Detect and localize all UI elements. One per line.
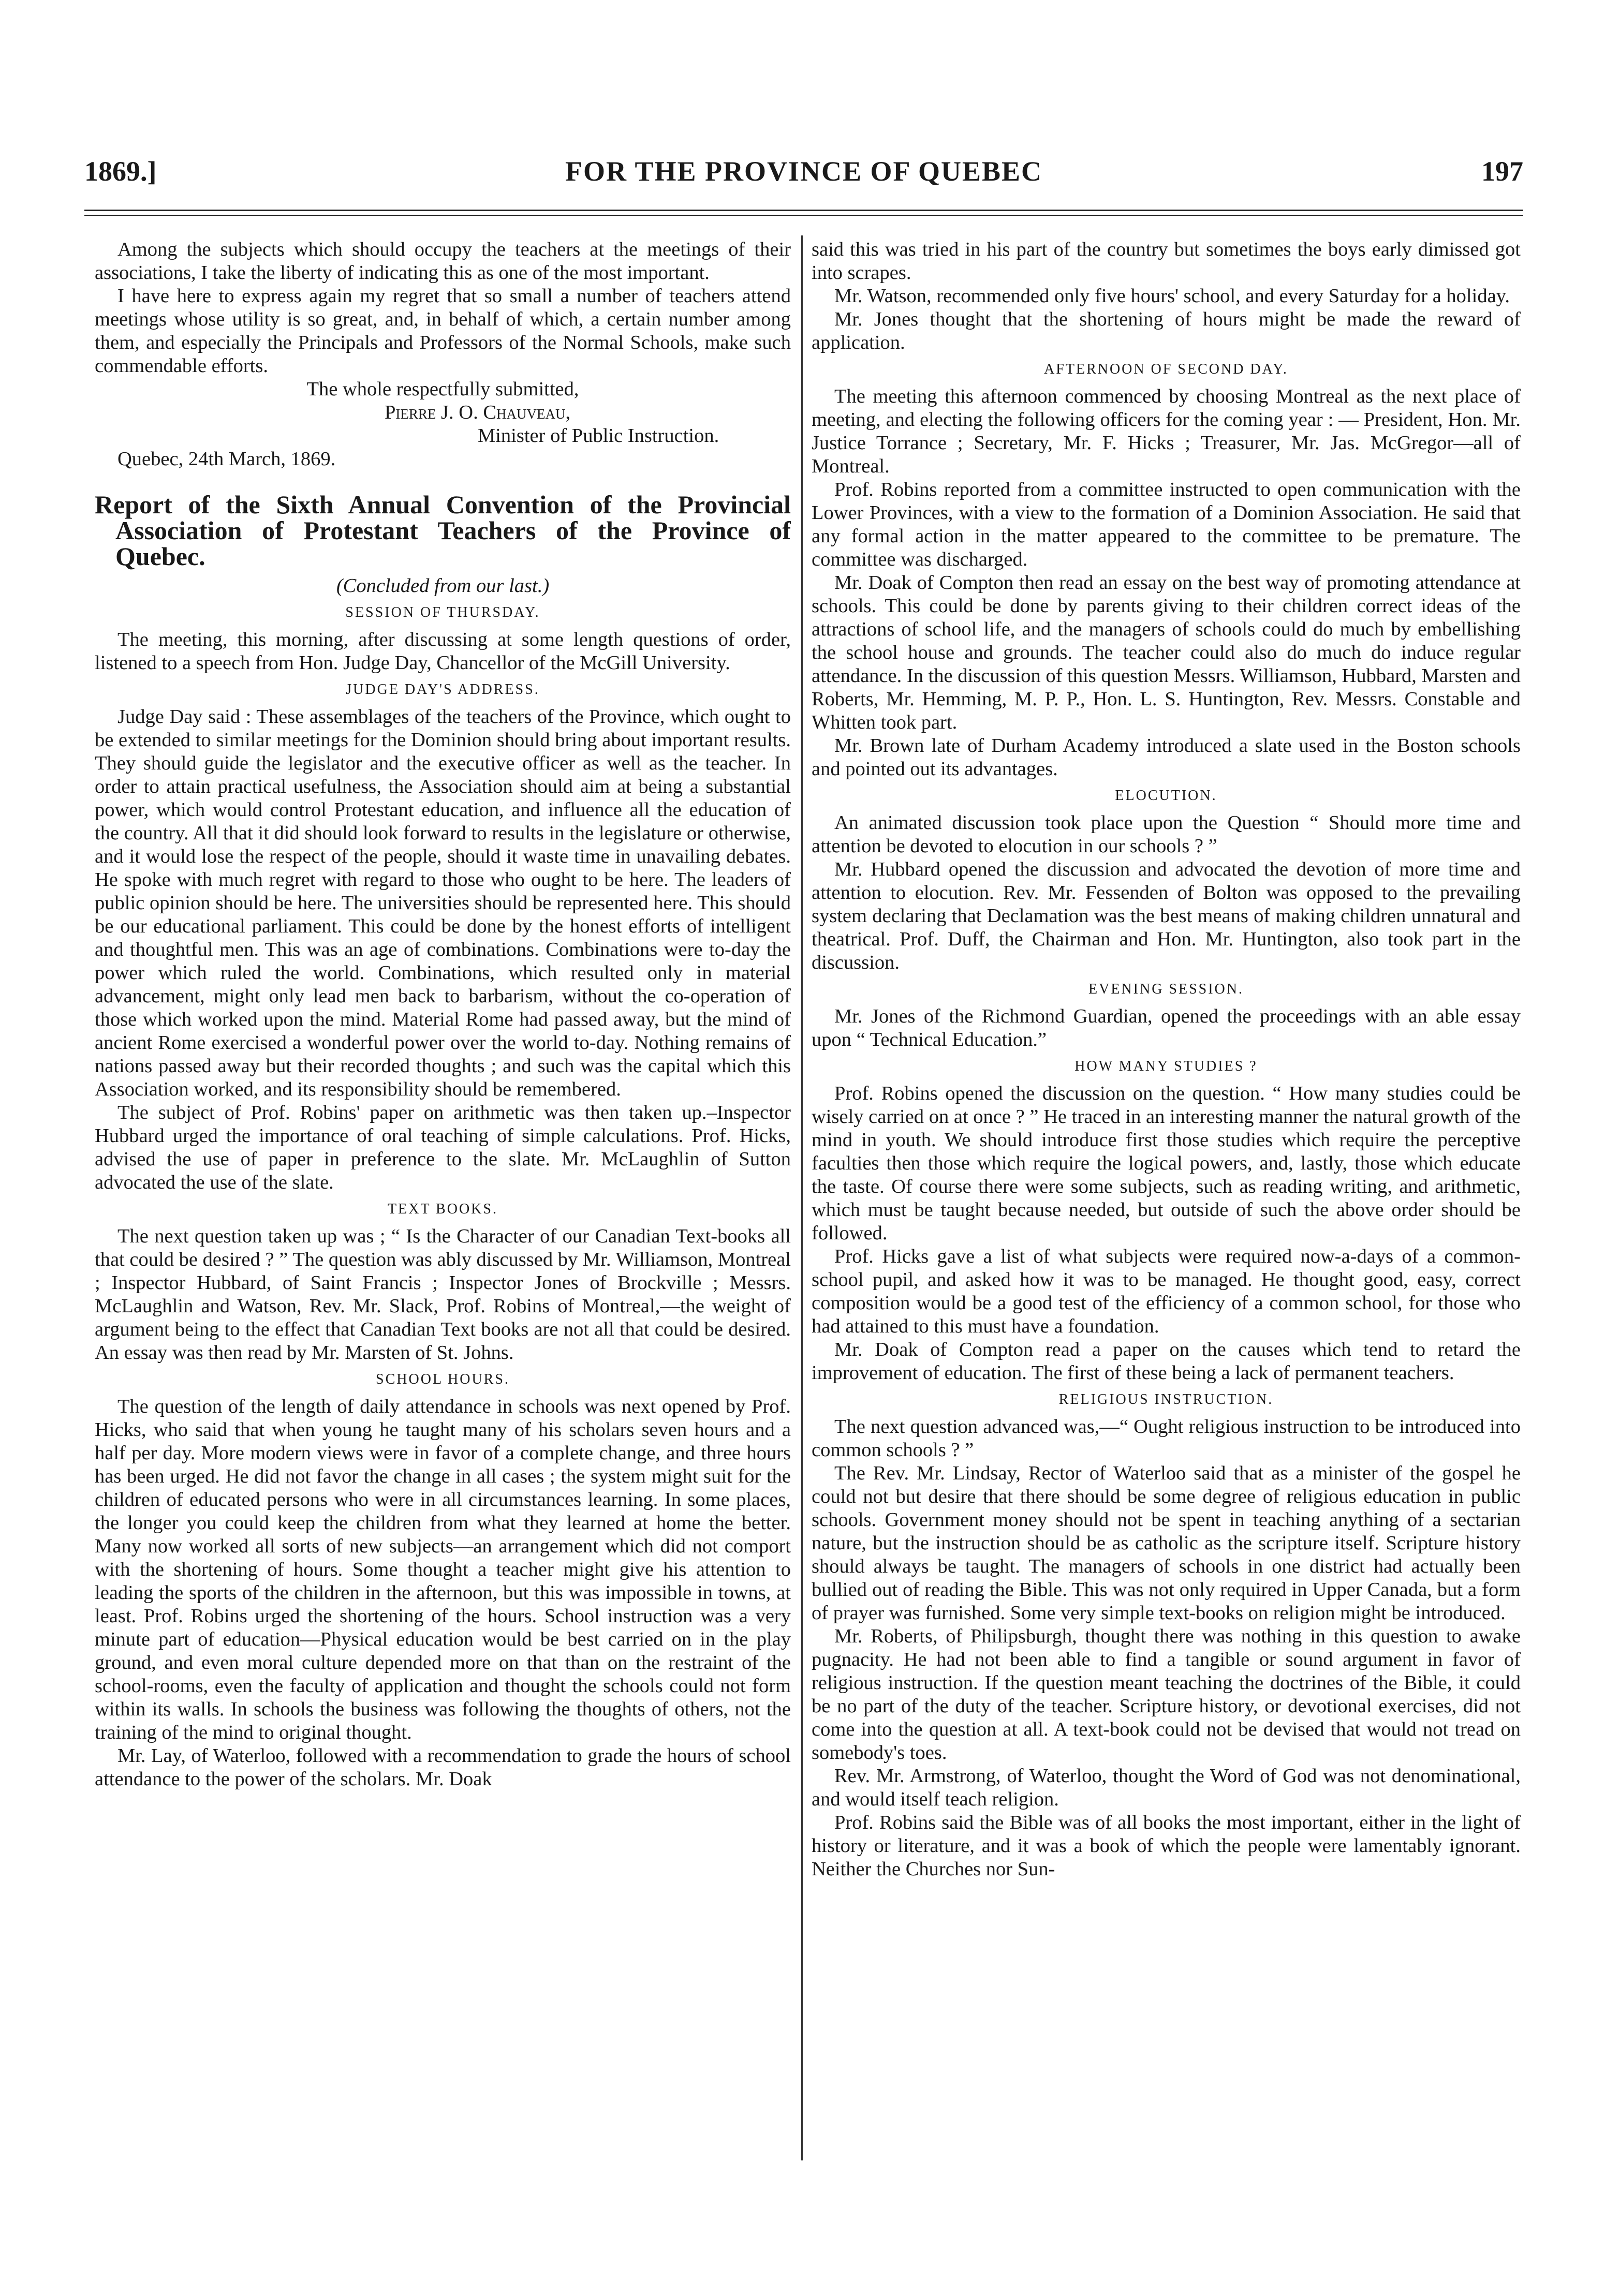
dateline: Quebec, 24th March, 1869.: [117, 448, 336, 470]
paragraph: Prof. Robins said the Bible was of all books the most important, either in the light of history or literature, and it was a book of which the people were lamentably ignorant. Neither the Churches nor Sun-: [812, 1812, 1521, 1880]
header-rule-top: [84, 210, 1523, 211]
paragraph: Among the subjects which should occupy the teachers at the meetings of their associations, I take the liberty of indicating this as one of the most important.: [95, 239, 791, 284]
running-header: [84, 155, 1523, 197]
paragraph: The Rev. Mr. Lindsay, Rector of Waterloo said that as a minister of the gospel he could not but desire that there should be some degree of religious education in public schools. Government money should not be spent in teaching anything of a sectarian nature, but the instruction should be as catholic as the scripture itself. Scripture history should always be taught. The managers of schools in one district had actually been bullied out of reading the Bible. This was not only required in Upper Canada, but a form of prayer was furnished. Some very simple text-books on religion might be introduced.: [812, 1462, 1521, 1624]
section-heading: AFTERNOON OF SECOND DAY.: [1044, 361, 1288, 377]
section-heading: JUDGE DAY'S ADDRESS.: [346, 682, 540, 698]
right-column: [812, 238, 1521, 2153]
column-divider: [801, 235, 803, 2160]
paragraph: The meeting, this morning, after discussing at some length questions of order, listened to a speech from Hon. Judge Day, Chancellor of the McGill University.: [95, 629, 791, 674]
paragraph: Mr. Jones of the Richmond Guardian, opened the proceedings with an able essay upon “ Technical Education.”: [812, 1005, 1521, 1050]
paragraph: Rev. Mr. Armstrong, of Waterloo, thought the Word of God was not denominational, and would itself teach religion.: [812, 1765, 1521, 1810]
left-column: [95, 238, 791, 2153]
report-title: Report of the Sixth Annual Convention of the Provincial Association of Protestant Teachers of the Province of Quebec.: [95, 490, 791, 571]
paragraph: said this was tried in his part of the country but sometimes the boys early dimissed got into scrapes.: [812, 239, 1521, 284]
paragraph: The next question advanced was,—“ Ought religious instruction to be introduced into common schools ? ”: [812, 1416, 1521, 1461]
paragraph: The next question taken up was ; “ Is the Character of our Canadian Text-books all that could be desired ? ” The question was ably discussed by Mr. Williamson, Montreal ; Inspector Hubbard, of Saint Francis ; Inspector Jones of Brockville ; Messrs. McLaughlin and Watson, Rev. Mr. Slack, Prof. Robins of Montreal,—the weight of argument being to the effect that Canadian Text books are not all that could be desired. An essay was then read by Mr. Marsten of St. Johns.: [95, 1225, 791, 1364]
paragraph: Mr. Doak of Compton read a paper on the causes which tend to retard the improvement of education. The first of these being a lack of permanent teachers.: [812, 1339, 1521, 1384]
section-heading: ELOCUTION.: [1115, 788, 1217, 804]
paragraph: Mr. Brown late of Durham Academy introduced a slate used in the Boston schools and pointed out its advantages.: [812, 735, 1521, 780]
header-year: 1869.]: [84, 156, 157, 187]
header-rule-bottom: [84, 215, 1523, 216]
paragraph: Mr. Lay, of Waterloo, followed with a recommendation to grade the hours of school attendance to the power of the scholars. Mr. Doak: [95, 1745, 791, 1790]
paragraph: Judge Day said : These assemblages of the teachers of the Province, which ought to be extended to similar meetings for the Dominion should bring about important results. They should guide the legislator and the executive officer as well as the teacher. In order to attain practical usefulness, the Association should aim at being a substantial power, which would control Protestant education, and influence all the education of the country. All that it did should look forward to results in the legislature or otherwise, and it would lose the respect of the people, should it waste time in unavailing debates. He spoke with much regret with regard to those who ought to be here. The leaders of public opinion should be here. The universities should be represented here. This should be our educational parliament. This could be done by the honest efforts of intelligent and thoughtful men. This was an age of combinations. Combinations were to-day the power which ruled the world. Combinations, which resulted only in material advancement, might only lead men back to barbarism, without the co-operation of those which worked upon the mind. Material Rome had passed away, but the mind of ancient Rome exercised a wonderful power over the world to-day. Nothing remains of nations passed away but their recorded thoughts ; and such was the capital which this Association worked, and its responsibility should be remembered.: [95, 706, 791, 1100]
paragraph: The subject of Prof. Robins' paper on arithmetic was then taken up.–Inspector Hubbard urged the importance of oral teaching of simple calculations. Prof. Hicks, advised the use of paper in preference to the slate. Mr. McLaughlin of Sutton advocated the use of the slate.: [95, 1102, 791, 1193]
paragraph: Prof. Robins opened the discussion on the question. “ How many studies could be wisely carried on at once ? ” He traced in an interesting manner the natural growth of the mind in youth. We should introduce first those studies which require the perceptive faculties then those which require the logical powers, and, lastly, those which educate the taste. Of course there were some subjects, such as reading writing, and arithmetic, which must be taught because needed, but outside of such the above order should be followed.: [812, 1083, 1521, 1244]
paragraph: Mr. Jones thought that the shortening of hours might be made the reward of application.: [812, 308, 1521, 353]
page-number: 197: [1481, 156, 1523, 187]
paragraph: Prof. Robins reported from a committee instructed to open communication with the Lower Provinces, with a view to the formation of a Dominion Association. He said that any formal action in the matter appeared to the committee to be premature. The committee was discharged.: [812, 479, 1521, 570]
signature-title: Minister of Public Instruction.: [478, 425, 719, 447]
section-heading: SESSION OF THURSDAY.: [345, 604, 540, 620]
section-heading: RELIGIOUS INSTRUCTION.: [1058, 1391, 1274, 1408]
paragraph: Mr. Doak of Compton then read an essay on the best way of promoting attendance at schools. This could be done by parents giving to their children correct ideas of the attractions of school life, and the managers of schools could do much by embellishing the school house and grounds. The teacher could also do much do induce regular attendance. In the discussion of this question Messrs. Williamson, Hubbard, Marsten and Roberts, Mr. Hemming, M. P. P., Hon. L. S. Huntington, Rev. Messrs. Constable and Whitten took part.: [812, 572, 1521, 733]
paragraph: Mr. Watson, recommended only five hours' school, and every Saturday for a holiday.: [834, 285, 1510, 307]
concluded-note: (Concluded from our last.): [336, 575, 550, 597]
section-heading: EVENING SESSION.: [1088, 981, 1244, 997]
paragraph: An animated discussion took place upon the Question “ Should more time and attention be devoted to elocution in our schools ? ”: [812, 812, 1521, 857]
section-heading: SCHOOL HOURS.: [376, 1371, 510, 1387]
section-heading: TEXT BOOKS.: [388, 1201, 498, 1217]
header-title: FOR THE PROVINCE OF QUEBEC: [565, 156, 1043, 187]
paragraph: I have here to express again my regret that so small a number of teachers attend meetings whose utility is so great, and, in behalf of which, a certain number among them, and especially the Principals and Professors of the Normal Schools, make such commendable efforts.: [95, 285, 791, 377]
paragraph: Prof. Hicks gave a list of what subjects were required now-a-days of a common-school pupil, and asked how it was to be managed. He thought good, easy, correct composition would be a good test of the efficiency of a common school, for those who had attained to this must have a foundation.: [812, 1246, 1521, 1337]
paragraph: Mr. Roberts, of Philipsburgh, thought there was nothing in this question to awake pugnacity. He had not been able to find a tangible or sound argument in favor of religious instruction. If the question meant teaching the doctrines of the Bible, it could be no part of the duty of the teacher. Scripture history, or devotional exercises, did not come into the question at all. A text-book could not be devised that would not tread on somebody's toes.: [812, 1625, 1521, 1764]
paragraph: The question of the length of daily attendance in schools was next opened by Prof. Hicks, who said that when young he taught many of his scholars seven hours and a half per day. More modern views were in favor of a complete change, and three hours has been urged. He did not favor the change in all cases ; the system might suit for the children of educated persons who were in all circumstances learning. In some places, the longer you could keep the children from what they learned at home the better. Many now worked all sorts of new subjects—an arrangement which did not comport with the shortening of hours. Some thought a teacher might give his attention to leading the sports of the children in the afternoon, but this was impossible in towns, at least. Prof. Robins urged the shortening of the hours. School instruction was a very minute part of education—Physical education would be best carried on in the play ground, and even moral culture depended more on that than on the restraint of the school-rooms, even the faculty of application and thought the schools could not form within its walls. In schools the business was following the thoughts of others, not the training of the mind to original thought.: [95, 1396, 791, 1743]
signature-name: Pierre J. O. Chauveau,: [385, 402, 571, 423]
paragraph: Mr. Hubbard opened the discussion and advocated the devotion of more time and attention to elocution. Rev. Mr. Fessenden of Bolton was opposed to the prevailing system declaring that Declamation was the best means of making children unnatural and theatrical. Prof. Duff, the Chairman and Hon. Mr. Huntington, also took part in the discussion.: [812, 858, 1521, 973]
section-heading: HOW MANY STUDIES ?: [1074, 1058, 1258, 1074]
paragraph: The meeting this afternoon commenced by choosing Montreal as the next place of meeting, and electing the following officers for the coming year : — President, Hon. Mr. Justice Torrance ; Secretary, Mr. F. Hicks ; Treasurer, Mr. Jas. McGregor—all of Montreal.: [812, 386, 1521, 477]
closing: The whole respectfully submitted,: [306, 378, 579, 400]
